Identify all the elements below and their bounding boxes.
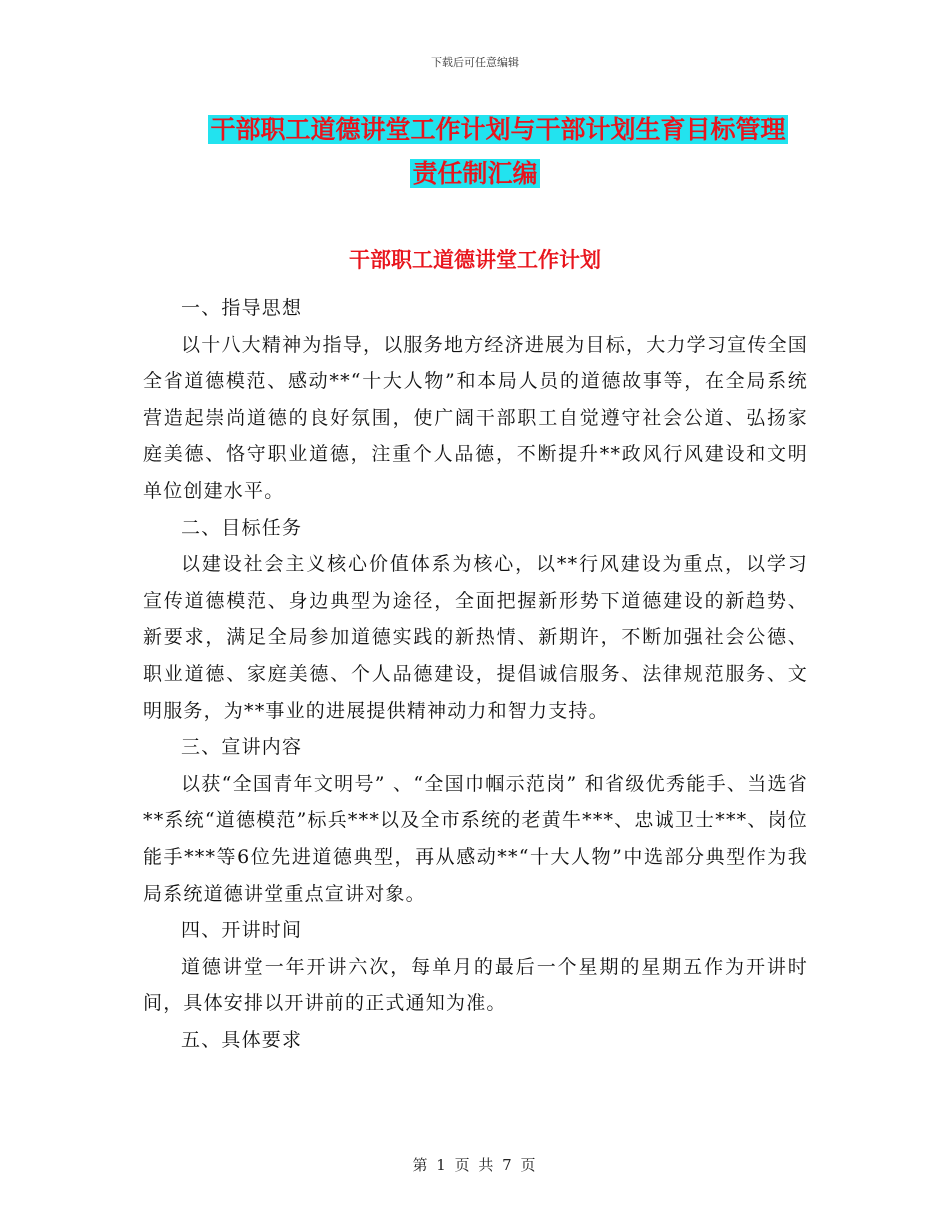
heading-lecture-content: 三、宣讲内容 [181, 736, 303, 759]
heading-goals-tasks: 二、目标任务 [181, 516, 303, 539]
document-title-line-2: 责任制汇编 [412, 159, 538, 188]
document-title [0, 108, 950, 196]
paragraph-goals-tasks: 以建设社会主义核心价值体系为核心，以**行风建设为重点，以学习宣传道德模范、身边典型为途径，全面把握新形势下道德建设的新趋势、新要求，满足全局参加道德实践的新热情、新期许，不断加强社会公德、职业道德、家庭美德、个人品德建设，提倡诚信服务、法律规范服务、文明服务，为**事业的进展提供精神动力和智力支持。 [143, 553, 808, 722]
section-title: 干部职工道德讲堂工作计划 [349, 247, 601, 272]
heading-lecture-time: 四、开讲时间 [181, 919, 303, 942]
document-title-line-1: 干部职工道德讲堂工作计划与干部计划生育目标管理 [210, 115, 786, 144]
heading-specific-requirements: 五、具体要求 [181, 1028, 303, 1051]
heading-guiding-ideology: 一、指导思想 [181, 297, 303, 319]
paragraph-guiding-ideology: 以十八大精神为指导，以服务地方经济进展为目标，大力学习宣传全国全省道德模范、感动**“十大人物”和本局人员的道德故事等，在全局系统营造起崇尚道德的良好氛围，使广阔干部职工自觉遵守社会公道、弘扬家庭美德、恪守职业道德，注重个人品德，不断提升**政风行风建设和文明单位创建水平。 [143, 333, 808, 502]
paragraph-lecture-time: 道德讲堂一年开讲六次，每单月的最后一个星期的星期五作为开讲时间，具体安排以开讲前的正式通知为准。 [143, 955, 808, 1015]
page-number: 第 1 页 共 7 页 [412, 1156, 538, 1174]
paragraph-lecture-content: 以获“全国青年文明号” 、“全国巾帼示范岗” 和省级优秀能手、当选省**系统“道德模范”标兵***以及全市系统的老黄牛***、忠诚卫士***、岗位能手***等6位先进道德典型，再从感动**“十大人物”中选部分典型作为我局系统道德讲堂重点宣讲对象。 [143, 772, 808, 905]
document-body [143, 290, 808, 1058]
download-note: 下载后可任意编辑 [431, 56, 519, 69]
